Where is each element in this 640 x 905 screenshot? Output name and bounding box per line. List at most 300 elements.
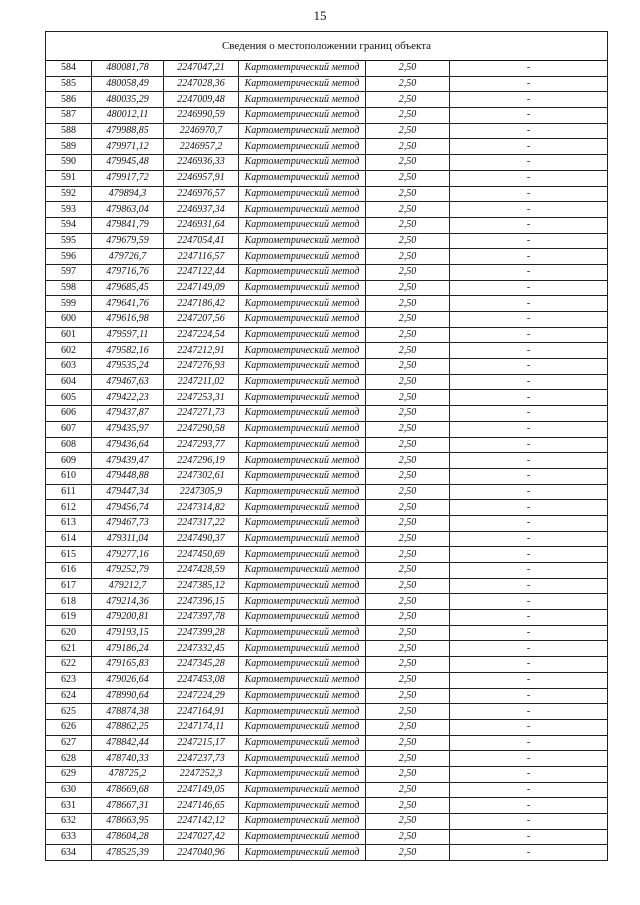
table-row: [46, 264, 608, 280]
accuracy-cell: 2,50: [366, 76, 450, 92]
description-cell: -: [450, 123, 608, 139]
x-coordinate-cell: 479582,16: [92, 343, 164, 359]
x-coordinate-cell: 479716,76: [92, 264, 164, 280]
x-coordinate-cell: 479679,59: [92, 233, 164, 249]
description-cell: -: [450, 719, 608, 735]
point-number-cell: 615: [46, 547, 92, 563]
x-coordinate-cell: 478725,2: [92, 766, 164, 782]
table-row: [46, 798, 608, 814]
point-number-cell: 609: [46, 453, 92, 469]
method-cell: Картометрический метод: [239, 406, 366, 422]
description-cell: -: [450, 547, 608, 563]
y-coordinate-cell: 2246936,33: [164, 155, 239, 171]
accuracy-cell: 2,50: [366, 61, 450, 77]
y-coordinate-cell: 2247211,02: [164, 374, 239, 390]
accuracy-cell: 2,50: [366, 845, 450, 861]
point-number-cell: 605: [46, 390, 92, 406]
accuracy-cell: 2,50: [366, 453, 450, 469]
y-coordinate-cell: 2247224,29: [164, 688, 239, 704]
method-cell: Картометрический метод: [239, 515, 366, 531]
accuracy-cell: 2,50: [366, 751, 450, 767]
point-number-cell: 603: [46, 359, 92, 375]
point-number-cell: 602: [46, 343, 92, 359]
table-row: [46, 406, 608, 422]
table-row: [46, 359, 608, 375]
y-coordinate-cell: 2247252,3: [164, 766, 239, 782]
table-row: [46, 829, 608, 845]
table-row: [46, 327, 608, 343]
table-row: [46, 641, 608, 657]
method-cell: Картометрический метод: [239, 610, 366, 626]
description-cell: -: [450, 468, 608, 484]
method-cell: Картометрический метод: [239, 280, 366, 296]
x-coordinate-cell: 479971,12: [92, 139, 164, 155]
y-coordinate-cell: 2247397,78: [164, 610, 239, 626]
method-cell: Картометрический метод: [239, 186, 366, 202]
method-cell: Картометрический метод: [239, 61, 366, 77]
y-coordinate-cell: 2247293,77: [164, 437, 239, 453]
description-cell: -: [450, 406, 608, 422]
point-number-cell: 591: [46, 170, 92, 186]
description-cell: -: [450, 92, 608, 108]
point-number-cell: 612: [46, 500, 92, 516]
point-number-cell: 622: [46, 657, 92, 673]
point-number-cell: 610: [46, 468, 92, 484]
y-coordinate-cell: 2247122,44: [164, 264, 239, 280]
table-row: [46, 531, 608, 547]
table-row: [46, 735, 608, 751]
table-row: [46, 61, 608, 77]
table-row: [46, 578, 608, 594]
accuracy-cell: 2,50: [366, 610, 450, 626]
table-row: [46, 123, 608, 139]
description-cell: -: [450, 672, 608, 688]
x-coordinate-cell: 479467,63: [92, 374, 164, 390]
description-cell: -: [450, 233, 608, 249]
point-number-cell: 617: [46, 578, 92, 594]
method-cell: Картометрический метод: [239, 704, 366, 720]
x-coordinate-cell: 479422,23: [92, 390, 164, 406]
y-coordinate-cell: 2247453,08: [164, 672, 239, 688]
point-number-cell: 586: [46, 92, 92, 108]
accuracy-cell: 2,50: [366, 170, 450, 186]
accuracy-cell: 2,50: [366, 719, 450, 735]
description-cell: -: [450, 657, 608, 673]
x-coordinate-cell: 479193,15: [92, 625, 164, 641]
accuracy-cell: 2,50: [366, 233, 450, 249]
y-coordinate-cell: 2247276,93: [164, 359, 239, 375]
description-cell: -: [450, 578, 608, 594]
y-coordinate-cell: 2247490,37: [164, 531, 239, 547]
table-row: [46, 202, 608, 218]
description-cell: -: [450, 531, 608, 547]
y-coordinate-cell: 2247305,9: [164, 484, 239, 500]
method-cell: Картометрический метод: [239, 453, 366, 469]
x-coordinate-cell: 479863,04: [92, 202, 164, 218]
x-coordinate-cell: 479439,47: [92, 453, 164, 469]
x-coordinate-cell: 479535,24: [92, 359, 164, 375]
accuracy-cell: 2,50: [366, 296, 450, 312]
y-coordinate-cell: 2247317,22: [164, 515, 239, 531]
point-number-cell: 588: [46, 123, 92, 139]
x-coordinate-cell: 479685,45: [92, 280, 164, 296]
accuracy-cell: 2,50: [366, 421, 450, 437]
accuracy-cell: 2,50: [366, 155, 450, 171]
description-cell: -: [450, 280, 608, 296]
x-coordinate-cell: 479616,98: [92, 312, 164, 328]
method-cell: Картометрический метод: [239, 390, 366, 406]
table-row: [46, 468, 608, 484]
description-cell: -: [450, 829, 608, 845]
table-row: [46, 155, 608, 171]
point-number-cell: 598: [46, 280, 92, 296]
x-coordinate-cell: 478604,28: [92, 829, 164, 845]
description-cell: -: [450, 610, 608, 626]
y-coordinate-cell: 2247146,65: [164, 798, 239, 814]
x-coordinate-cell: 478669,68: [92, 782, 164, 798]
table-row: [46, 296, 608, 312]
table-row: [46, 249, 608, 265]
point-number-cell: 592: [46, 186, 92, 202]
accuracy-cell: 2,50: [366, 641, 450, 657]
x-coordinate-cell: 478874,38: [92, 704, 164, 720]
point-number-cell: 604: [46, 374, 92, 390]
y-coordinate-cell: 2247314,82: [164, 500, 239, 516]
y-coordinate-cell: 2246990,59: [164, 108, 239, 124]
y-coordinate-cell: 2247212,91: [164, 343, 239, 359]
y-coordinate-cell: 2246970,7: [164, 123, 239, 139]
x-coordinate-cell: 479165,83: [92, 657, 164, 673]
point-number-cell: 631: [46, 798, 92, 814]
method-cell: Картометрический метод: [239, 688, 366, 704]
table-body: [46, 61, 608, 861]
description-cell: -: [450, 390, 608, 406]
point-number-cell: 618: [46, 594, 92, 610]
description-cell: -: [450, 766, 608, 782]
table-row: [46, 719, 608, 735]
accuracy-cell: 2,50: [366, 531, 450, 547]
point-number-cell: 595: [46, 233, 92, 249]
method-cell: Картометрический метод: [239, 845, 366, 861]
point-number-cell: 596: [46, 249, 92, 265]
method-cell: Картометрический метод: [239, 672, 366, 688]
description-cell: -: [450, 61, 608, 77]
point-number-cell: 613: [46, 515, 92, 531]
point-number-cell: 587: [46, 108, 92, 124]
method-cell: Картометрический метод: [239, 531, 366, 547]
point-number-cell: 623: [46, 672, 92, 688]
description-cell: -: [450, 563, 608, 579]
table-row: [46, 515, 608, 531]
point-number-cell: 601: [46, 327, 92, 343]
point-number-cell: 626: [46, 719, 92, 735]
table-row: [46, 610, 608, 626]
point-number-cell: 629: [46, 766, 92, 782]
x-coordinate-cell: 478842,44: [92, 735, 164, 751]
x-coordinate-cell: 479212,7: [92, 578, 164, 594]
table-row: [46, 453, 608, 469]
y-coordinate-cell: 2247396,15: [164, 594, 239, 610]
method-cell: Картометрический метод: [239, 437, 366, 453]
table-row: [46, 500, 608, 516]
accuracy-cell: 2,50: [366, 782, 450, 798]
method-cell: Картометрический метод: [239, 343, 366, 359]
x-coordinate-cell: 478667,31: [92, 798, 164, 814]
point-number-cell: 621: [46, 641, 92, 657]
y-coordinate-cell: 2247116,57: [164, 249, 239, 265]
accuracy-cell: 2,50: [366, 515, 450, 531]
y-coordinate-cell: 2247142,12: [164, 814, 239, 830]
point-number-cell: 628: [46, 751, 92, 767]
description-cell: -: [450, 751, 608, 767]
accuracy-cell: 2,50: [366, 374, 450, 390]
accuracy-cell: 2,50: [366, 123, 450, 139]
method-cell: Картометрический метод: [239, 798, 366, 814]
method-cell: Картометрический метод: [239, 563, 366, 579]
accuracy-cell: 2,50: [366, 735, 450, 751]
y-coordinate-cell: 2247224,54: [164, 327, 239, 343]
method-cell: Картометрический метод: [239, 327, 366, 343]
point-number-cell: 619: [46, 610, 92, 626]
accuracy-cell: 2,50: [366, 406, 450, 422]
method-cell: Картометрический метод: [239, 468, 366, 484]
point-number-cell: 589: [46, 139, 92, 155]
description-cell: -: [450, 782, 608, 798]
point-number-cell: 627: [46, 735, 92, 751]
y-coordinate-cell: 2247302,61: [164, 468, 239, 484]
point-number-cell: 625: [46, 704, 92, 720]
accuracy-cell: 2,50: [366, 578, 450, 594]
accuracy-cell: 2,50: [366, 202, 450, 218]
point-number-cell: 606: [46, 406, 92, 422]
method-cell: Картометрический метод: [239, 108, 366, 124]
x-coordinate-cell: 479726,7: [92, 249, 164, 265]
y-coordinate-cell: 2247428,59: [164, 563, 239, 579]
point-number-cell: 620: [46, 625, 92, 641]
table-row: [46, 437, 608, 453]
y-coordinate-cell: 2247215,17: [164, 735, 239, 751]
table-row: [46, 108, 608, 124]
x-coordinate-cell: 479448,88: [92, 468, 164, 484]
x-coordinate-cell: 479447,34: [92, 484, 164, 500]
accuracy-cell: 2,50: [366, 280, 450, 296]
method-cell: Картометрический метод: [239, 217, 366, 233]
method-cell: Картометрический метод: [239, 484, 366, 500]
accuracy-cell: 2,50: [366, 264, 450, 280]
x-coordinate-cell: 479597,11: [92, 327, 164, 343]
point-number-cell: 632: [46, 814, 92, 830]
table-caption: Сведения о местоположении границ объекта: [46, 32, 608, 61]
point-number-cell: 616: [46, 563, 92, 579]
accuracy-cell: 2,50: [366, 249, 450, 265]
y-coordinate-cell: 2247385,12: [164, 578, 239, 594]
point-number-cell: 634: [46, 845, 92, 861]
table-row: [46, 484, 608, 500]
y-coordinate-cell: 2247047,21: [164, 61, 239, 77]
accuracy-cell: 2,50: [366, 186, 450, 202]
description-cell: -: [450, 249, 608, 265]
y-coordinate-cell: 2247450,69: [164, 547, 239, 563]
method-cell: Картометрический метод: [239, 296, 366, 312]
method-cell: Картометрический метод: [239, 766, 366, 782]
accuracy-cell: 2,50: [366, 390, 450, 406]
point-number-cell: 630: [46, 782, 92, 798]
description-cell: -: [450, 202, 608, 218]
accuracy-cell: 2,50: [366, 563, 450, 579]
x-coordinate-cell: 479456,74: [92, 500, 164, 516]
y-coordinate-cell: 2247207,56: [164, 312, 239, 328]
method-cell: Картометрический метод: [239, 719, 366, 735]
accuracy-cell: 2,50: [366, 312, 450, 328]
x-coordinate-cell: 478740,33: [92, 751, 164, 767]
table-row: [46, 343, 608, 359]
description-cell: -: [450, 688, 608, 704]
description-cell: -: [450, 625, 608, 641]
point-number-cell: 608: [46, 437, 92, 453]
method-cell: Картометрический метод: [239, 829, 366, 845]
method-cell: Картометрический метод: [239, 139, 366, 155]
accuracy-cell: 2,50: [366, 672, 450, 688]
x-coordinate-cell: 478862,25: [92, 719, 164, 735]
x-coordinate-cell: 479894,3: [92, 186, 164, 202]
description-cell: -: [450, 484, 608, 500]
point-number-cell: 599: [46, 296, 92, 312]
accuracy-cell: 2,50: [366, 343, 450, 359]
y-coordinate-cell: 2246931,64: [164, 217, 239, 233]
y-coordinate-cell: 2247028,36: [164, 76, 239, 92]
method-cell: Картометрический метод: [239, 202, 366, 218]
table-row: [46, 421, 608, 437]
table-row: [46, 217, 608, 233]
x-coordinate-cell: 480035,29: [92, 92, 164, 108]
method-cell: Картометрический метод: [239, 249, 366, 265]
description-cell: -: [450, 421, 608, 437]
y-coordinate-cell: 2247253,31: [164, 390, 239, 406]
table-row: [46, 751, 608, 767]
table-row: [46, 312, 608, 328]
accuracy-cell: 2,50: [366, 594, 450, 610]
y-coordinate-cell: 2247237,73: [164, 751, 239, 767]
method-cell: Картометрический метод: [239, 657, 366, 673]
description-cell: -: [450, 500, 608, 516]
accuracy-cell: 2,50: [366, 139, 450, 155]
x-coordinate-cell: 479436,64: [92, 437, 164, 453]
point-number-cell: 584: [46, 61, 92, 77]
accuracy-cell: 2,50: [366, 327, 450, 343]
accuracy-cell: 2,50: [366, 484, 450, 500]
accuracy-cell: 2,50: [366, 704, 450, 720]
x-coordinate-cell: 480058,49: [92, 76, 164, 92]
method-cell: Картометрический метод: [239, 578, 366, 594]
x-coordinate-cell: 479945,48: [92, 155, 164, 171]
table-row: [46, 186, 608, 202]
table-row: [46, 688, 608, 704]
point-number-cell: 614: [46, 531, 92, 547]
y-coordinate-cell: 2246937,34: [164, 202, 239, 218]
y-coordinate-cell: 2247296,19: [164, 453, 239, 469]
description-cell: -: [450, 798, 608, 814]
y-coordinate-cell: 2247332,45: [164, 641, 239, 657]
description-cell: -: [450, 453, 608, 469]
method-cell: Картометрический метод: [239, 264, 366, 280]
description-cell: -: [450, 327, 608, 343]
table-row: [46, 704, 608, 720]
accuracy-cell: 2,50: [366, 657, 450, 673]
table-row: [46, 563, 608, 579]
table-row: [46, 390, 608, 406]
point-number-cell: 585: [46, 76, 92, 92]
table-row: [46, 233, 608, 249]
method-cell: Картометрический метод: [239, 312, 366, 328]
x-coordinate-cell: 479467,73: [92, 515, 164, 531]
x-coordinate-cell: 479311,04: [92, 531, 164, 547]
description-cell: -: [450, 76, 608, 92]
accuracy-cell: 2,50: [366, 217, 450, 233]
table-row: [46, 139, 608, 155]
x-coordinate-cell: 479200,81: [92, 610, 164, 626]
accuracy-cell: 2,50: [366, 437, 450, 453]
y-coordinate-cell: 2247399,28: [164, 625, 239, 641]
y-coordinate-cell: 2247149,09: [164, 280, 239, 296]
table-row: [46, 547, 608, 563]
x-coordinate-cell: 479841,79: [92, 217, 164, 233]
accuracy-cell: 2,50: [366, 798, 450, 814]
method-cell: Картометрический метод: [239, 155, 366, 171]
x-coordinate-cell: 479917,72: [92, 170, 164, 186]
x-coordinate-cell: 479252,79: [92, 563, 164, 579]
description-cell: -: [450, 437, 608, 453]
table-row: [46, 594, 608, 610]
method-cell: Картометрический метод: [239, 500, 366, 516]
method-cell: Картометрический метод: [239, 374, 366, 390]
accuracy-cell: 2,50: [366, 92, 450, 108]
x-coordinate-cell: 478525,39: [92, 845, 164, 861]
boundary-table: [45, 31, 608, 861]
point-number-cell: 624: [46, 688, 92, 704]
description-cell: -: [450, 296, 608, 312]
description-cell: -: [450, 170, 608, 186]
accuracy-cell: 2,50: [366, 688, 450, 704]
table-row: [46, 625, 608, 641]
accuracy-cell: 2,50: [366, 468, 450, 484]
point-number-cell: 600: [46, 312, 92, 328]
y-coordinate-cell: 2246957,2: [164, 139, 239, 155]
description-cell: -: [450, 704, 608, 720]
x-coordinate-cell: 480012,11: [92, 108, 164, 124]
description-cell: -: [450, 343, 608, 359]
y-coordinate-cell: 2247186,42: [164, 296, 239, 312]
description-cell: -: [450, 108, 608, 124]
method-cell: Картометрический метод: [239, 421, 366, 437]
y-coordinate-cell: 2247174,11: [164, 719, 239, 735]
point-number-cell: 594: [46, 217, 92, 233]
point-number-cell: 633: [46, 829, 92, 845]
description-cell: -: [450, 641, 608, 657]
description-cell: -: [450, 155, 608, 171]
description-cell: -: [450, 735, 608, 751]
description-cell: -: [450, 594, 608, 610]
description-cell: -: [450, 139, 608, 155]
x-coordinate-cell: 479435,97: [92, 421, 164, 437]
x-coordinate-cell: 478990,64: [92, 688, 164, 704]
method-cell: Картометрический метод: [239, 735, 366, 751]
x-coordinate-cell: 479026,64: [92, 672, 164, 688]
method-cell: Картометрический метод: [239, 233, 366, 249]
method-cell: Картометрический метод: [239, 641, 366, 657]
x-coordinate-cell: 479988,85: [92, 123, 164, 139]
table-row: [46, 672, 608, 688]
table-row: [46, 782, 608, 798]
